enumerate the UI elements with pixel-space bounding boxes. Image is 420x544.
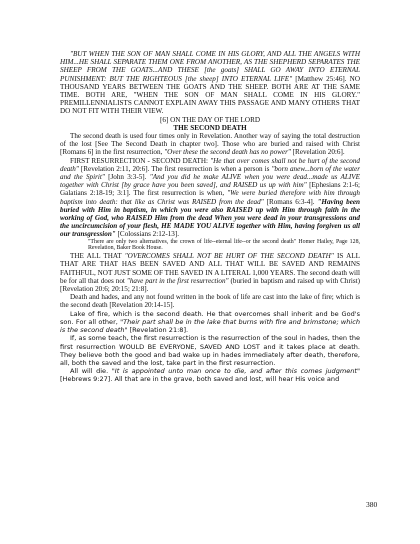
page-number: 380 — [366, 500, 378, 509]
paragraph-overcomes: THE ALL THAT "OVERCOMES SHALL NOT BE HURT OF THE SECOND DEATH" IS ALL THAT ARE THAT HAS BEEN SAVED AND ALL THAT WILL BE SAVED AND REMAINS FAITHFUL, NOT JUST SOME OF THE SAVED IN A LITERAL 1,000 YEARS. The second death will be for all that does not "have part in the first resurrection" (buried in baptism and raised up with Christ) [Revelation 20:6; 20:15; 21:8]. — [60, 252, 361, 294]
section-subheading: THE SECOND DEATH — [173, 123, 247, 132]
block-quote-hailey: "There are only two alternatives, the crown of life--eternal life--or the second death" Homer Hailey, Page 128, Revelation, Baker Book House. — [88, 238, 360, 252]
matthew-quote: "BUT WHEN THE SON OF MAN SHALL COME IN HIS GLORY, AND ALL THE ANGELS WITH HIM...HE SHALL SEPARATE THEM ONE FROM ANOTHER, AS THE SHEPHERD SEPARATES THE SHEEP FROM THE GOATS...AND THESE [the goats] SHALL GO AWAY INTO ETERNAL PUNISHMENT: BUT THE RIGHTEOUS [the sheep] INTO ETERNAL LIFE" — [60, 50, 360, 83]
document-page — [60, 50, 360, 520]
section-heading: [6] ON THE DAY OF THE LORD — [160, 115, 260, 124]
paragraph-second-death-intro: The second death is used four times only in Revelation. Another way of saying the total destruction of the lost [See The Second Death in chapter two]. Those who are buried and raised with Christ [Romans 6] in the first resurrection, "Over these the second death has no power" [Revelation 20:6]. — [60, 132, 360, 157]
paragraph-lake-of-fire: Lake of fire, which is the second death. He that overcomes shall inherit and be God's son. For all other, "Their part shall be in the lake that burns with fire and brimstone; which is the second death" [Revelation 21:8]. — [60, 309, 360, 335]
paragraph-soul-resurrection: If, as some teach, the first resurrection is the resurrection of the soul in hades, then the first resurrection WOULD BE EVERYONE, SAVED AND LOST and it takes place at death. They believe both the good and bad wake up in hades immediately after death, therefore, all, both the saved and the lost, take part in the first resurrection. — [60, 334, 360, 367]
paragraph-first-resurrection: FIRST RESURRECTION - SECOND DEATH: "He that over comes shall not be hurt of the second death" [Revelation 2:11, 20:6]. The first resurrection is when a person is "born anew...born of the water and the Spirit" [John 3:3-5]. "And you did he make ALIVE when you were dead...made us ALIVE together with Christ [by grace have you been saved], and RAISED us up with him" [Ephesians 2:1-6; Galatians 2:18-19; 3:1]. The first resurrection is when, "We were buried therefore with him through baptism into death: that like as Christ was RAISED from the dead" [Romans 6:3-4]. "Having been buried with Him in baptism, in which you were also RAISED up with Him through faith in the working of God, who RAISED Him from the dead When you were dead in your transgressions and the uncircumcision of your flesh, HE MADE YOU ALIVE together with Him, having forgiven us all our transgression" [Colossians 2:12-13]. — [60, 156, 361, 239]
paragraph-matthew — [60, 50, 360, 116]
matthew-commentary: [Matthew 25:46]. NO THOUSAND YEARS BETWEEN THE GOATS AND THE SHEEP. BOTH ARE AT THE SAME TIME. BOTH ARE, "WHEN THE SON OF MAN SHALL COME IN HIS GLORY." PREMILLENNIALISTS CANNOT EXPLAIN AWAY THIS PASSAGE AND MANY OTHERS THAT DO NOT FIT WITH THEIR VIEW. — [60, 74, 360, 116]
paragraph-all-will-die: All will die. "It is appointed unto man once to die, and after this comes judgment" [Hebrews 9:27]. All that are in the grave, both saved and lost, will hear His voice and — [60, 367, 360, 384]
paragraph-death-hades: Death and hades, and any not found written in the book of life are cast into the lake of fire; which is the second death [Revelation 20:14-15]. — [60, 293, 360, 310]
